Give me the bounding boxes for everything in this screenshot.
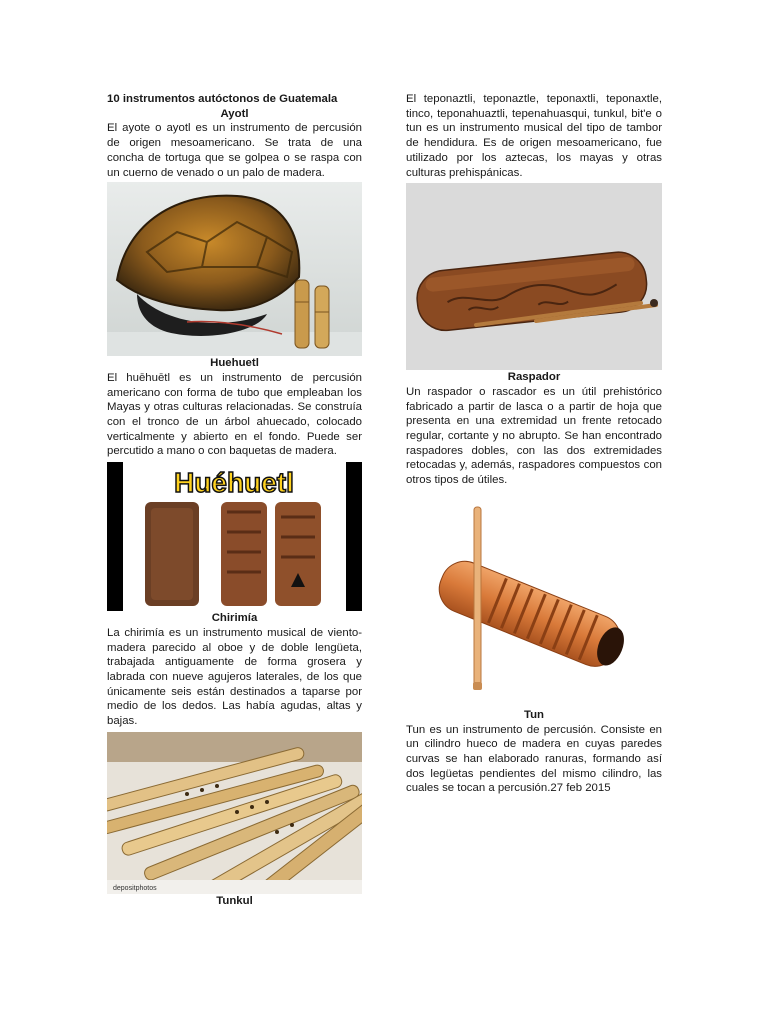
image-banner-text: Huéhuetl <box>174 467 294 499</box>
heading-ayotl: Ayotl <box>220 107 249 120</box>
paragraph-ayotl: El ayote o ayotl es un instrumento de percusión de origen mesoamericano. Se trata de una concha de tortuga que se golpea o se raspa con un cuerno de venado o un palo de madera. <box>107 122 362 179</box>
image-turtle-shell <box>107 182 362 356</box>
document-title: 10 instrumentos autóctonos de Guatemala <box>107 93 338 105</box>
heading-raspador: Raspador <box>507 371 561 384</box>
right-column <box>406 92 662 796</box>
watermark-text: depositphotos <box>113 884 157 892</box>
heading-huehuetl: Huehuetl <box>210 357 259 370</box>
image-chirimia-flutes <box>107 732 362 894</box>
heading-tun: Tun <box>523 708 545 721</box>
paragraph-raspador: Un raspador o rascador es un útil prehistórico fabricado a partir de lasca o a partir de hoja que presenta en una extremidad un frente retocado regular, cortante y no abrupto. Se han encontrado raspadores dobles, con las dos extremidades retocadas y, además, raspadores compuestos con otros tipos de útiles. <box>406 385 662 487</box>
heading-chirimia: Chirimía <box>211 612 258 625</box>
paragraph-tunkul: El teponaztli, teponaztle, teponaxtli, teponaxtle, tinco, teponahuaztli, tepenahuasqui, tunkul, bit'e o tun es un instrumento musical del tipo de tambor de hendidura. Es de origen mesoamericano, fue utilizado por los aztecas, los mayas y otras culturas prehispánicas. <box>406 93 662 179</box>
image-huehuetl-drums <box>107 462 362 611</box>
paragraph-tun: Tun es un instrumento de percusión. Consiste en un cilindro hueco de madera en cuyas paredes curvas se han elaborado ranuras, formando así dos legüetas pendientes del mismo cilindro, las cuales se tocan a percusión.27 feb 2015 <box>406 723 662 795</box>
paragraph-huehuetl: El huēhuētl es un instrumento de percusión americano con forma de tubo que empleaban los Mayas y otras culturas relacionadas. Se construía con el tronco de un árbol ahuecado, colocado verticalmente y abierto en el fondo. Puede ser percutido a mano o con baquetas de madera. <box>107 371 362 458</box>
left-column <box>107 92 362 908</box>
paragraph-chirimia: La chirimía es un instrumento musical de viento-madera parecido al oboe y de doble lengüeta, trabajada antiguamente de forma grosera y labrada con nueve agujeros laterales, de los que únicamente seis están destinados a taparse por medio de los dedos. Las había agudas, altas y bajas. <box>107 626 362 728</box>
heading-tunkul: Tunkul <box>216 894 253 907</box>
image-teponaztli <box>406 183 662 370</box>
image-tun <box>406 502 662 708</box>
